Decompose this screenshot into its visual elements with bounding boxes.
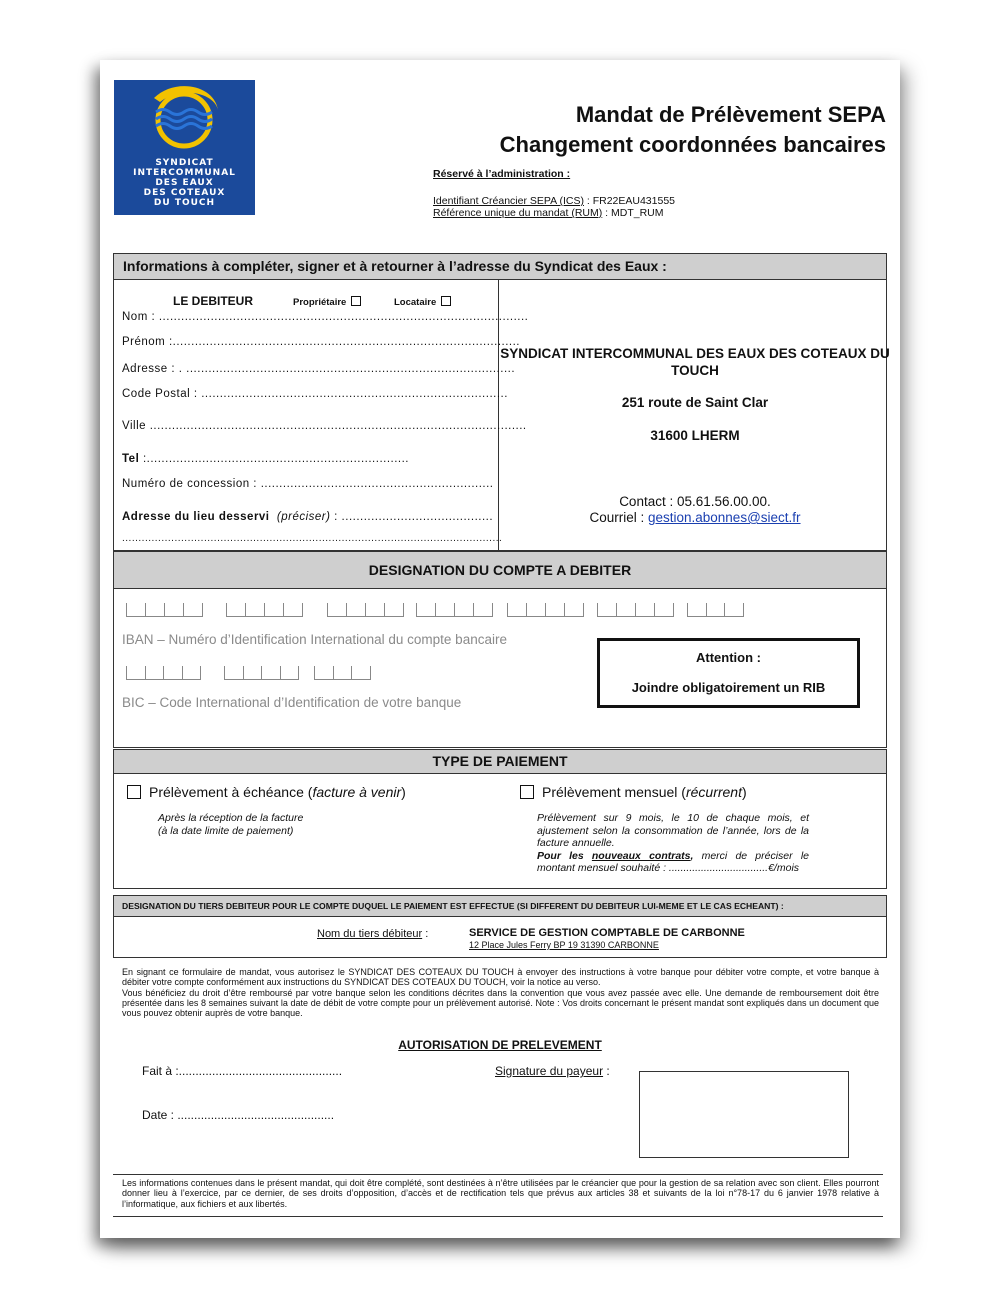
footer-bottom-rule (113, 1216, 883, 1217)
payment-section-heading: TYPE DE PAIEMENT (113, 749, 887, 774)
tel-dots: :....................................................................... (139, 453, 410, 465)
service-address-label: Adresse du lieu desservi (122, 511, 270, 523)
third-party-colon: : (422, 928, 429, 940)
option2-end: ) (741, 784, 747, 800)
admin-reserved-label: Réservé à l’administration : (433, 168, 571, 180)
attention-title: Attention : (696, 650, 761, 665)
email-label: Courriel : (589, 510, 648, 525)
owner-option[interactable] (293, 296, 361, 308)
legal-paragraph-2: Vous bénéficiez du droit d’être remboursé par votre banque selon les conditions décrites dans la convention que vous avez passée avec elle. Une demande de remboursement doit être présentée dans les 8 semaines suivant la date de débit de votre compte pour un prélèvement autorisé. Note : Vos droits concernant le présent mandat sont expliqués dans un document que vous pouvez obtenir auprès de votre banque. (122, 987, 879, 1019)
document-subtitle: Changement coordonnées bancaires (499, 132, 886, 157)
attention-box (597, 638, 860, 708)
option2-italic: récurrent (685, 784, 742, 800)
debtor-section-heading: Informations à compléter, signer et à retourner à l’adresse du Syndicat des Eaux : (113, 253, 887, 280)
option1-description (158, 812, 358, 837)
footer-text: Les informations contenues dans le présent mandat, qui doit être complété, sont destinées à n’être utilisées par le créancier que pour la gestion de sa relation avec son client. Elles pourront donner lieu à l’exercice, par ce dernier, de ses droits d’opposition, d’accès et de rectification tels que prévus aux articles 38 et suivants de la loi n°78-17 du 6 janvier 1978 relative à l’informatique, aux fichiers et aux libertés. (122, 1178, 879, 1209)
ics-line (433, 195, 675, 207)
document-title: Mandat de Prélèvement SEPA (575, 102, 886, 127)
syndicat-logo (114, 80, 255, 215)
creditor-email-line (500, 510, 890, 525)
owner-checkbox[interactable] (351, 296, 361, 306)
rum-line (433, 207, 664, 219)
creditor-address: 251 route de Saint Clar (621, 395, 769, 410)
rum-value: : MDT_RUM (602, 207, 664, 219)
option2-desc-2d: merci de préciser le montant mensuel souhaité : ..................................€/mois (537, 849, 809, 874)
option1-label: Prélèvement à échéance ( (149, 784, 313, 800)
ics-value: : FR22EAU431555 (583, 195, 676, 207)
code-postal-field[interactable]: Code Postal : ................................................................................... (122, 388, 508, 400)
legal-text (122, 967, 879, 1018)
echeance-checkbox[interactable] (127, 785, 141, 799)
concession-field[interactable]: Numéro de concession : ............................................................... (122, 478, 494, 490)
service-address-field[interactable] (122, 511, 494, 523)
attention-text: Joindre obligatoirement un RIB (631, 680, 826, 695)
option2-desc-2 (537, 850, 809, 875)
option2-desc-2a: Pour les (537, 849, 592, 862)
prenom-field[interactable]: Prénom :.............................................................................................. (122, 336, 520, 348)
logo-emblem-icon (114, 80, 255, 160)
option1-desc-line1: Après la réception de la facture (158, 812, 304, 824)
third-party-name: SERVICE DE GESTION COMPTABLE DE CARBONNE (469, 927, 745, 939)
third-party-label: Nom du tiers débiteur (317, 928, 423, 940)
iban-label: IBAN – Numéro d’Identification International du compte bancaire (122, 632, 507, 647)
email-link[interactable]: gestion.abonnes@siect.fr (647, 510, 801, 525)
creditor-contact: Contact : 05.61.56.00.00. (619, 494, 771, 509)
option1-desc-line2: (à la date limite de paiement) (158, 824, 294, 837)
tenant-option[interactable] (394, 296, 451, 308)
authorization-heading: AUTORISATION DE PRELEVEMENT (398, 1038, 602, 1052)
third-party-address: 12 Place Jules Ferry BP 19 31390 CARBONNE (469, 940, 659, 950)
tel-label: Tel (122, 453, 140, 465)
iban-input[interactable] (126, 603, 746, 621)
option-echeance[interactable] (127, 784, 406, 800)
service-address-hint: (préciser) (276, 511, 331, 523)
rum-label: Référence unique du mandat (RUM) (433, 207, 603, 219)
logo-line-5: DU TOUCH (153, 198, 216, 208)
fait-a-field[interactable]: Fait à :................................................. (142, 1064, 343, 1078)
date-field[interactable]: Date : ............................................... (142, 1108, 335, 1122)
signature-colon: : (603, 1064, 610, 1078)
adresse-field[interactable]: Adresse : . ......................................................................................... (122, 363, 516, 375)
nom-field[interactable]: Nom : .................................................................................................... (122, 311, 529, 323)
tenant-label: Locataire (394, 297, 437, 308)
creditor-city: 31600 LHERM (650, 428, 740, 443)
logo-line-1: SYNDICAT (155, 158, 214, 168)
option-mensuel[interactable] (520, 784, 747, 800)
option1-end: ) (401, 784, 406, 800)
footer-top-rule (113, 1174, 883, 1175)
service-address-dots: : ......................................... (330, 511, 494, 523)
tenant-checkbox[interactable] (441, 296, 451, 306)
ics-label: Identifiant Créancier SEPA (ICS) (433, 195, 584, 207)
creditor-name: SYNDICAT INTERCOMMUNAL DES EAUX DES COTEAUX DU TOUCH (500, 346, 890, 378)
tel-field[interactable] (122, 453, 410, 465)
option2-desc-1: Prélèvement sur 9 mois, le 10 de chaque mois, et ajustement selon la consommation de l’année, lors de la facture annuelle. (537, 812, 809, 849)
third-party-heading: DESIGNATION DU TIERS DEBITEUR POUR LE COMPTE DUQUEL LE PAIEMENT EST EFFECTUE (SI DIFFERENT DU DEBITEUR LUI-MEME ET LE CAS ECHEANT) : (113, 895, 887, 917)
option2-label: Prélèvement mensuel ( (542, 784, 686, 800)
signature-box[interactable] (639, 1071, 849, 1158)
ville-field[interactable]: Ville ...................................................................................................... (122, 420, 527, 432)
option2-desc-2b: nouveaux contrats (591, 849, 691, 862)
signature-label-line (495, 1064, 610, 1078)
owner-label: Propriétaire (293, 297, 347, 308)
logo-line-4: DES COTEAUX (143, 188, 226, 198)
mandate-page (100, 60, 900, 1238)
account-section-heading: DESIGNATION DU COMPTE A DEBITER (113, 551, 887, 589)
logo-line-3: DES EAUX (155, 178, 214, 188)
service-address-extra-line[interactable]: .................................................................................................................... (122, 533, 503, 544)
signature-label: Signature du payeur (495, 1064, 604, 1078)
third-party-label-line (317, 928, 428, 940)
logo-line-2: INTERCOMMUNAL (133, 168, 236, 178)
option2-desc-2c: , (690, 849, 694, 862)
mensuel-checkbox[interactable] (520, 785, 534, 799)
debtor-title: LE DEBITEUR (173, 294, 254, 308)
legal-paragraph-1: En signant ce formulaire de mandat, vous autorisez le SYNDICAT DES COTEAUX DU TOUCH à envoyer des instructions à votre banque pour débiter votre compte, et votre banque à débiter votre compte conformément aux instructions du SYNDICAT DES COTEAUX DU TOUCH, voir la notice au verso. (122, 967, 879, 988)
bic-input[interactable] (126, 666, 386, 684)
option1-italic: facture à venir (312, 784, 402, 800)
option2-description (537, 812, 809, 875)
bic-label: BIC – Code International d’Identification de votre banque (122, 695, 462, 710)
